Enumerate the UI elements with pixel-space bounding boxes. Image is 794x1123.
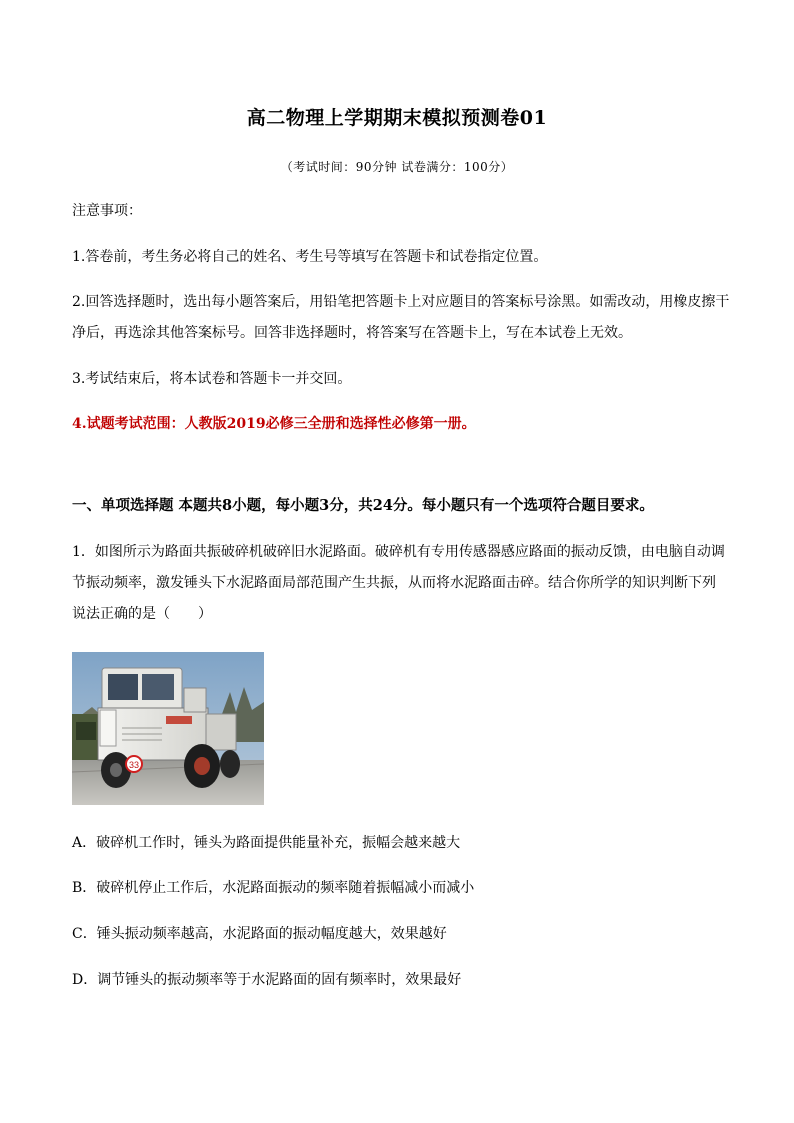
note-item-2-line-1: 2.回答选择题时，选出每小题答案后，用铅笔把答题卡上对应题目的答案标号涂黑。如需改动，用橡皮擦干 [72, 294, 730, 310]
machine-number-plate: 33 [128, 760, 140, 770]
resonance-breaker-machine-photo [72, 652, 264, 805]
page-title: 高二物理上学期期末模拟预测卷01 [246, 107, 548, 129]
option-c: C．锤头振动频率越高，水泥路面的振动幅度越大，效果越好 [72, 926, 447, 942]
note-item-4: 4.试题考试范围：人教版2019必修三全册和选择性必修第一册。 [72, 416, 476, 432]
question-1-stem-line-3: 说法正确的是（ ） [72, 606, 212, 622]
note-item-3: 3.考试结束后，将本试卷和答题卡一并交回。 [72, 371, 352, 387]
notes-heading: 注意事项： [72, 203, 142, 219]
exam-info: （考试时间：90分钟 试卷满分：100分） [280, 160, 514, 174]
note-item-1: 1.答卷前，考生务必将自己的姓名、考生号等填写在答题卡和试卷指定位置。 [72, 249, 548, 265]
option-a: A．破碎机工作时，锤头为路面提供能量补充，振幅会越来越大 [72, 835, 461, 851]
question-1-stem-line-2: 节振动频率，激发锤头下水泥路面局部范围产生共振，从而将水泥路面击碎。结合你所学的知识判断下列 [72, 575, 716, 591]
option-b: B．破碎机停止工作后，水泥路面振动的频率随着振幅减小而减小 [72, 880, 475, 896]
option-d: D．调节锤头的振动频率等于水泥路面的固有频率时，效果最好 [72, 972, 462, 988]
question-1-stem-line-1: 1．如图所示为路面共振破碎机破碎旧水泥路面。破碎机有专用传感器感应路面的振动反馈，由电脑自动调 [72, 544, 725, 560]
note-item-2-line-2: 净后，再选涂其他答案标号。回答非选择题时，将答案写在答题卡上，写在本试卷上无效。 [72, 325, 632, 341]
section-heading: 一、单项选择题 本题共8小题，每小题3分，共24分。每小题只有一个选项符合题目要求。 [72, 497, 654, 514]
